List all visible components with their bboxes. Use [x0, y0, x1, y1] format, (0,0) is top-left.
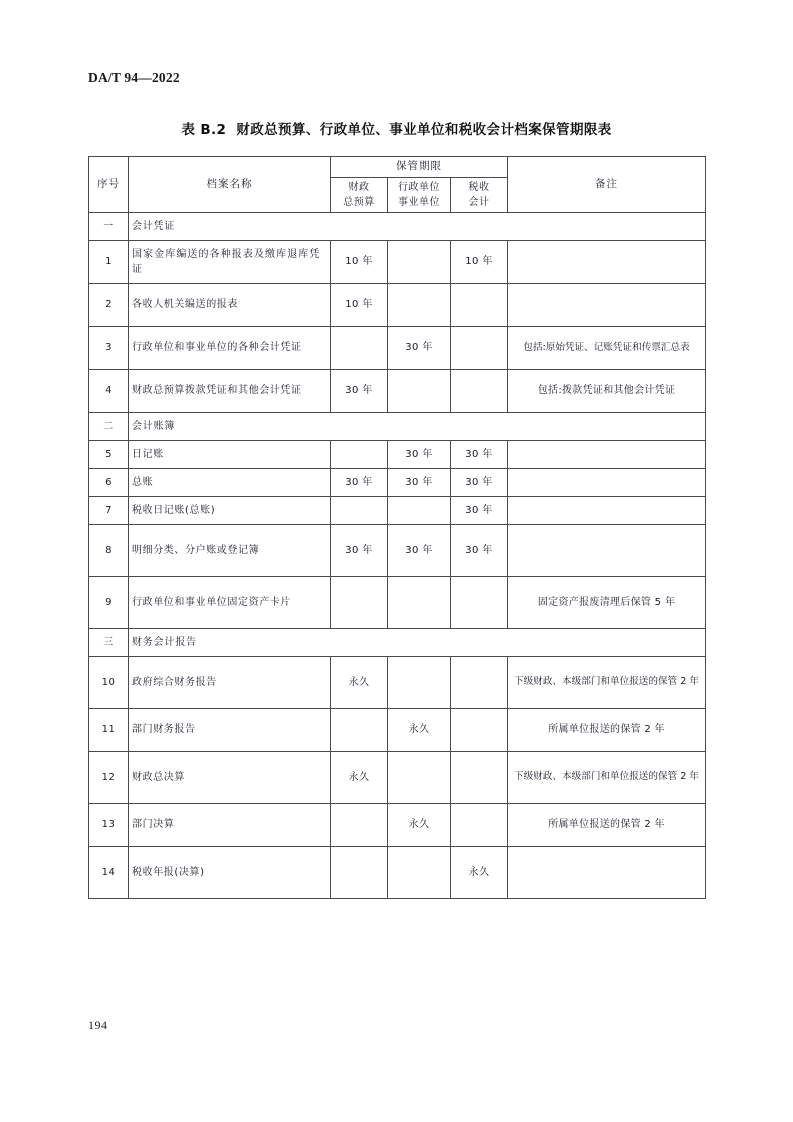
section-title: 财务会计报告	[129, 628, 706, 656]
table-row	[89, 283, 706, 326]
table-row	[89, 803, 706, 846]
retention-budget-cell	[331, 496, 388, 524]
column-header-tax-line1: 税收	[468, 181, 490, 193]
section-title: 会计凭证	[129, 212, 706, 240]
retention-tax-cell: 30 年	[451, 524, 508, 576]
column-header-archive-name: 档案名称	[129, 157, 331, 213]
archive-name-cell: 税收日记账(总账)	[129, 496, 331, 524]
archive-name-cell: 行政单位和事业单位固定资产卡片	[129, 576, 331, 628]
retention-table-wrapper	[88, 156, 705, 899]
note-cell	[508, 240, 706, 283]
column-header-tax	[451, 177, 508, 212]
row-number: 1	[89, 240, 129, 283]
column-header-unit	[388, 177, 451, 212]
retention-unit-cell	[388, 576, 451, 628]
retention-tax-cell	[451, 656, 508, 708]
table-section-row	[89, 628, 706, 656]
row-number: 14	[89, 846, 129, 898]
note-cell	[508, 468, 706, 496]
standard-number-header: DA/T 94—2022	[88, 70, 180, 85]
retention-unit-cell	[388, 656, 451, 708]
retention-budget-cell	[331, 708, 388, 751]
section-number: 一	[89, 212, 129, 240]
retention-tax-cell: 30 年	[451, 468, 508, 496]
row-number: 11	[89, 708, 129, 751]
table-row	[89, 369, 706, 412]
table-section-row	[89, 412, 706, 440]
note-cell	[508, 846, 706, 898]
archive-name-cell: 国家金库编送的各种报表及缴库退库凭证	[129, 240, 331, 283]
note-cell	[508, 440, 706, 468]
retention-tax-cell	[451, 326, 508, 369]
table-row	[89, 708, 706, 751]
table-row	[89, 751, 706, 803]
column-header-unit-line2: 事业单位	[398, 196, 440, 208]
retention-tax-cell: 10 年	[451, 240, 508, 283]
note-cell	[508, 496, 706, 524]
row-number: 10	[89, 656, 129, 708]
section-number: 二	[89, 412, 129, 440]
column-header-budget-line2: 总预算	[343, 196, 375, 208]
note-cell	[508, 524, 706, 576]
retention-tax-cell: 30 年	[451, 496, 508, 524]
archive-name-cell: 财政总预算拨款凭证和其他会计凭证	[129, 369, 331, 412]
retention-tax-cell	[451, 576, 508, 628]
row-number: 3	[89, 326, 129, 369]
retention-budget-cell: 永久	[331, 656, 388, 708]
table-caption-number: 表 B.2	[181, 122, 227, 138]
table-section-row	[89, 212, 706, 240]
retention-tax-cell: 30 年	[451, 440, 508, 468]
note-cell	[508, 283, 706, 326]
note-cell: 包括:拨款凭证和其他会计凭证	[508, 369, 706, 412]
column-header-unit-line1: 行政单位	[398, 181, 440, 193]
note-cell: 所属单位报送的保管 2 年	[508, 803, 706, 846]
table-row	[89, 240, 706, 283]
row-number: 4	[89, 369, 129, 412]
retention-unit-cell	[388, 751, 451, 803]
retention-budget-cell: 30 年	[331, 369, 388, 412]
archive-name-cell: 部门决算	[129, 803, 331, 846]
table-row	[89, 656, 706, 708]
row-number: 8	[89, 524, 129, 576]
retention-budget-cell	[331, 440, 388, 468]
note-cell: 固定资产报废清理后保管 5 年	[508, 576, 706, 628]
column-header-no: 序号	[89, 157, 129, 213]
retention-tax-cell	[451, 708, 508, 751]
archive-name-cell: 明细分类、分户账或登记簿	[129, 524, 331, 576]
table-row	[89, 846, 706, 898]
column-header-budget	[331, 177, 388, 212]
row-number: 9	[89, 576, 129, 628]
retention-period-table	[88, 156, 706, 899]
retention-tax-cell	[451, 751, 508, 803]
note-cell: 下级财政、本级部门和单位报送的保管 2 年	[508, 751, 706, 803]
retention-unit-cell	[388, 369, 451, 412]
retention-unit-cell	[388, 846, 451, 898]
page-number: 194	[88, 1018, 108, 1032]
archive-name-cell: 各收人机关编送的报表	[129, 283, 331, 326]
retention-unit-cell	[388, 496, 451, 524]
row-number: 12	[89, 751, 129, 803]
retention-unit-cell: 30 年	[388, 326, 451, 369]
retention-unit-cell: 30 年	[388, 468, 451, 496]
retention-budget-cell	[331, 846, 388, 898]
retention-tax-cell	[451, 369, 508, 412]
table-row	[89, 524, 706, 576]
table-caption-text: 财政总预算、行政单位、事业单位和税收会计档案保管期限表	[236, 122, 612, 138]
row-number: 5	[89, 440, 129, 468]
retention-tax-cell: 永久	[451, 846, 508, 898]
retention-budget-cell: 10 年	[331, 283, 388, 326]
archive-name-cell: 税收年报(决算)	[129, 846, 331, 898]
row-number: 13	[89, 803, 129, 846]
table-header-row-top	[89, 157, 706, 178]
retention-budget-cell	[331, 576, 388, 628]
archive-name-cell: 总账	[129, 468, 331, 496]
table-header	[89, 157, 706, 213]
note-cell: 包括:原始凭证、记账凭证和传票汇总表	[508, 326, 706, 369]
retention-unit-cell	[388, 283, 451, 326]
table-row	[89, 496, 706, 524]
retention-unit-cell	[388, 240, 451, 283]
note-cell: 所属单位报送的保管 2 年	[508, 708, 706, 751]
retention-tax-cell	[451, 283, 508, 326]
row-number: 2	[89, 283, 129, 326]
column-header-tax-line2: 会计	[468, 196, 490, 208]
retention-budget-cell: 10 年	[331, 240, 388, 283]
archive-name-cell: 日记账	[129, 440, 331, 468]
archive-name-cell: 政府综合财务报告	[129, 656, 331, 708]
retention-unit-cell: 30 年	[388, 524, 451, 576]
retention-tax-cell	[451, 803, 508, 846]
retention-budget-cell	[331, 803, 388, 846]
section-title: 会计账簿	[129, 412, 706, 440]
section-number: 三	[89, 628, 129, 656]
retention-budget-cell: 30 年	[331, 524, 388, 576]
column-header-note: 备注	[508, 157, 706, 213]
archive-name-cell: 财政总决算	[129, 751, 331, 803]
retention-unit-cell: 永久	[388, 803, 451, 846]
archive-name-cell: 部门财务报告	[129, 708, 331, 751]
table-body	[89, 212, 706, 898]
retention-unit-cell: 永久	[388, 708, 451, 751]
note-cell: 下级财政、本级部门和单位报送的保管 2 年	[508, 656, 706, 708]
table-row	[89, 576, 706, 628]
table-row	[89, 468, 706, 496]
archive-name-cell: 行政单位和事业单位的各种会计凭证	[129, 326, 331, 369]
retention-budget-cell	[331, 326, 388, 369]
retention-unit-cell: 30 年	[388, 440, 451, 468]
retention-budget-cell: 永久	[331, 751, 388, 803]
row-number: 7	[89, 496, 129, 524]
table-row	[89, 440, 706, 468]
retention-budget-cell: 30 年	[331, 468, 388, 496]
column-header-budget-line1: 财政	[348, 181, 370, 193]
table-row	[89, 326, 706, 369]
table-caption	[0, 118, 793, 138]
column-header-retention-group: 保管期限	[331, 157, 508, 178]
row-number: 6	[89, 468, 129, 496]
